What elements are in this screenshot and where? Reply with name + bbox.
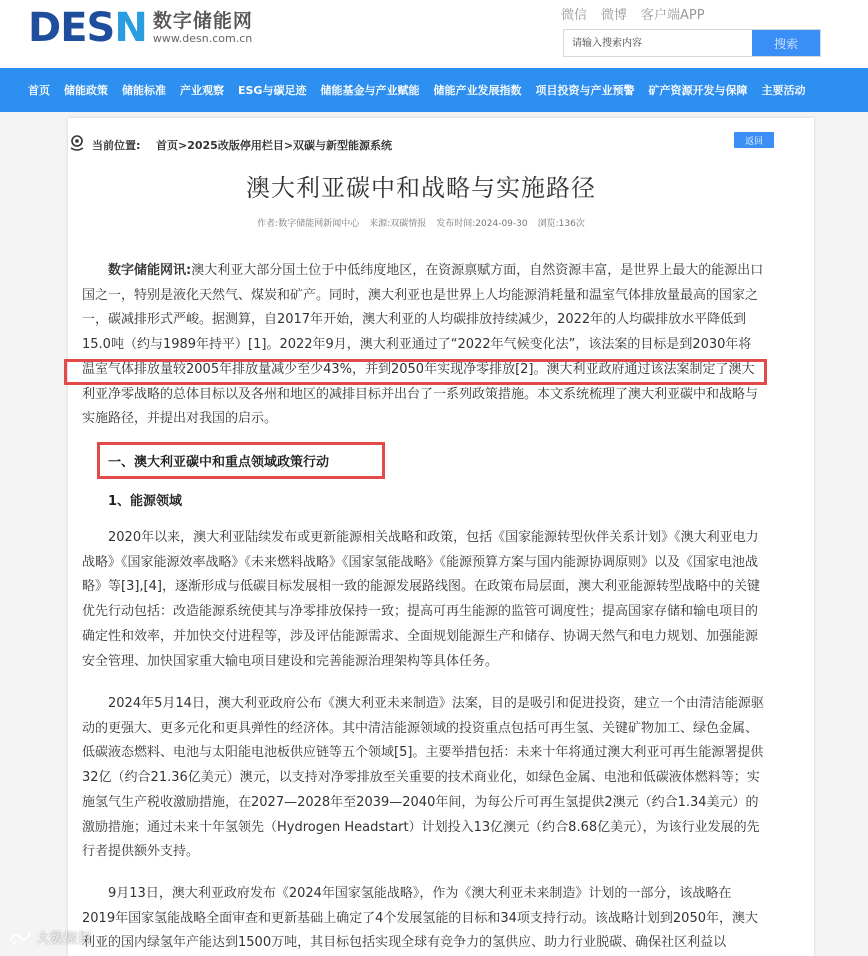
meta-author: 作者:数字储能网新闻中心	[257, 219, 360, 229]
breadcrumb-column[interactable]: >2025改版停用栏目	[178, 139, 284, 152]
search-input[interactable]	[564, 30, 752, 56]
weibo-link[interactable]: 微博	[601, 8, 628, 23]
site-header	[0, 0, 868, 68]
paragraph-intro	[82, 259, 764, 432]
nav-item-policy[interactable]: 储能政策	[64, 84, 108, 97]
nav-item-index[interactable]: 储能产业发展指数	[433, 84, 522, 97]
intro-body: 澳大利亚大部分国土位于中低纬度地区，在资源禀赋方面，自然资源丰富，是世界上最大的能源出口国之一，特别是液化天然气、煤炭和矿产。同时，澳大利亚也是世界上人均能源消耗量和温室气体排放量最高的国家之一，碳减排形式严峻。据测算，自2017年开始，澳大利亚的人均碳排放持续减少，2022年的人均碳排放水平降低到15.0吨（约与1989年持平）[1]。2022年9月，澳大利亚通过了“2022年气候变化法”，该法案的目标是到2030年将温室气体排放量较2005年排放量减少至少43%，并到2050年实现净零排放[2]。澳大利亚政府通过该法案制定了澳大利亚净零战略的总体目标以及各州和地区的减排目标并出台了一系列政策措施。本文系统梳理了澳大利亚碳中和战略与实施路径，并提出对我国的启示。	[82, 263, 764, 427]
nav-item-home[interactable]: 首页	[28, 84, 50, 97]
article-card	[68, 118, 814, 956]
top-links	[561, 4, 705, 23]
breadcrumb	[156, 137, 392, 153]
nav-item-fund[interactable]: 储能基金与产业赋能	[320, 84, 420, 97]
main-nav	[0, 68, 868, 112]
nav-item-industry[interactable]: 产业观察	[180, 84, 224, 97]
search-button[interactable]: 搜索	[752, 30, 820, 56]
watermark	[8, 928, 92, 948]
nav-item-events[interactable]: 主要活动	[761, 84, 806, 97]
nav-item-esg[interactable]: ESG与碳足迹	[238, 84, 307, 97]
watermark-text: 大数聚报	[36, 931, 92, 947]
site-logo[interactable]	[28, 2, 253, 54]
app-link[interactable]: 客户端APP	[641, 8, 705, 23]
watermark-logo-icon	[8, 929, 32, 947]
back-button[interactable]: 返回	[734, 132, 774, 148]
nav-item-minerals[interactable]: 矿产资源开发与保障	[648, 84, 748, 97]
nav-item-investment[interactable]: 项目投资与产业预警	[535, 84, 635, 97]
meta-source: 来源:双碳情报	[369, 219, 427, 229]
wechat-link[interactable]: 微信	[561, 8, 588, 23]
meta-published: 发布时间:2024-09-30	[436, 219, 528, 229]
article-title: 澳大利亚碳中和战略与实施路径	[246, 174, 596, 202]
logo-url: www.desn.com.cn	[152, 32, 253, 45]
paragraph-hydrogen: 9月13日，澳大利亚政府发布《2024年国家氢能战略》，作为《澳大利亚未来制造》计划的一部分，该战略在2019年国家氢能战略全面审查和更新基础上确定了4个发展氢能的目标和34项支持行动。该战略计划到2050年，澳大利亚的国内绿氢年产能达到1500万吨，其目标包括实现全球有竞争力的氢供应、助力行业脱碳、确保社区利益以	[82, 886, 758, 951]
logo-cn-name: 数字储能网	[152, 10, 253, 32]
location-icon	[68, 134, 86, 152]
logo-mark: DESN	[28, 5, 147, 51]
breadcrumb-category[interactable]: >双碳与新型能源系统	[283, 139, 393, 152]
article-meta	[68, 216, 774, 229]
intro-lead: 数字储能网讯:	[108, 263, 192, 278]
breadcrumb-label: 当前位置:	[92, 139, 141, 152]
breadcrumb-home[interactable]: 首页	[156, 139, 178, 152]
paragraph-future-made: 2024年5月14日，澳大利亚政府公布《澳大利亚未来制造》法案，目的是吸引和促进投资，建立一个由清洁能源驱动的更强大、更多元化和更具弹性的经济体。其中清洁能源领域的投资重点包括可再生氢、关键矿物加工、绿色金属、低碳液态燃料、电池与太阳能电池板供应链等五个领域[5]。主要举措包括：未来十年将通过澳大利亚可再生能源署提供32亿（约合21.36亿美元）澳元，以支持对净零排放至关重要的技术商业化，如绿色金属、电池和低碳液体燃料等；实施氢气生产税收激励措施，在2027—2028年至2039—2040年间，为每公斤可再生氢提供2澳元（约合1.34美元）的激励措施；通过未来十年氢领先（Hydrogen Headstart）计划投入13亿澳元（约合8.68亿美元），为该行业发展的先行者提供额外支持。	[82, 696, 764, 860]
paragraph-energy-strategy: 2020年以来，澳大利亚陆续发布或更新能源相关战略和政策，包括《国家能源转型伙伴关系计划》《澳大利亚电力战略》《国家能源效率战略》《未来燃料战略》《国家氢能战略》《能源预算方案与国内能源协调原则》以及《国家电池战略》等[3],[4]，逐渐形成与低碳目标发展相一致的能源发展路线图。在政策布局层面，澳大利亚能源转型战略中的关键优先行动包括：改造能源系统使其与净零排放保持一致；提高可再生能源的监管可调度性；提高国家存储和输电项目的确定性和效率，并加快交付进程等，涉及评估能源需求、全面规划能源生产和储存、协调天然气和电力规划、加强能源安全管理、加快国家重大输电项目建设和完善能源治理架构等具体任务。	[82, 530, 760, 669]
nav-item-standards[interactable]: 储能标准	[122, 84, 166, 97]
search-box	[563, 29, 821, 57]
sub-heading: 1、能源领域	[108, 494, 183, 509]
meta-views: 浏览:136次	[537, 219, 585, 229]
section-heading: 一、澳大利亚碳中和重点领域政策行动	[108, 455, 330, 470]
